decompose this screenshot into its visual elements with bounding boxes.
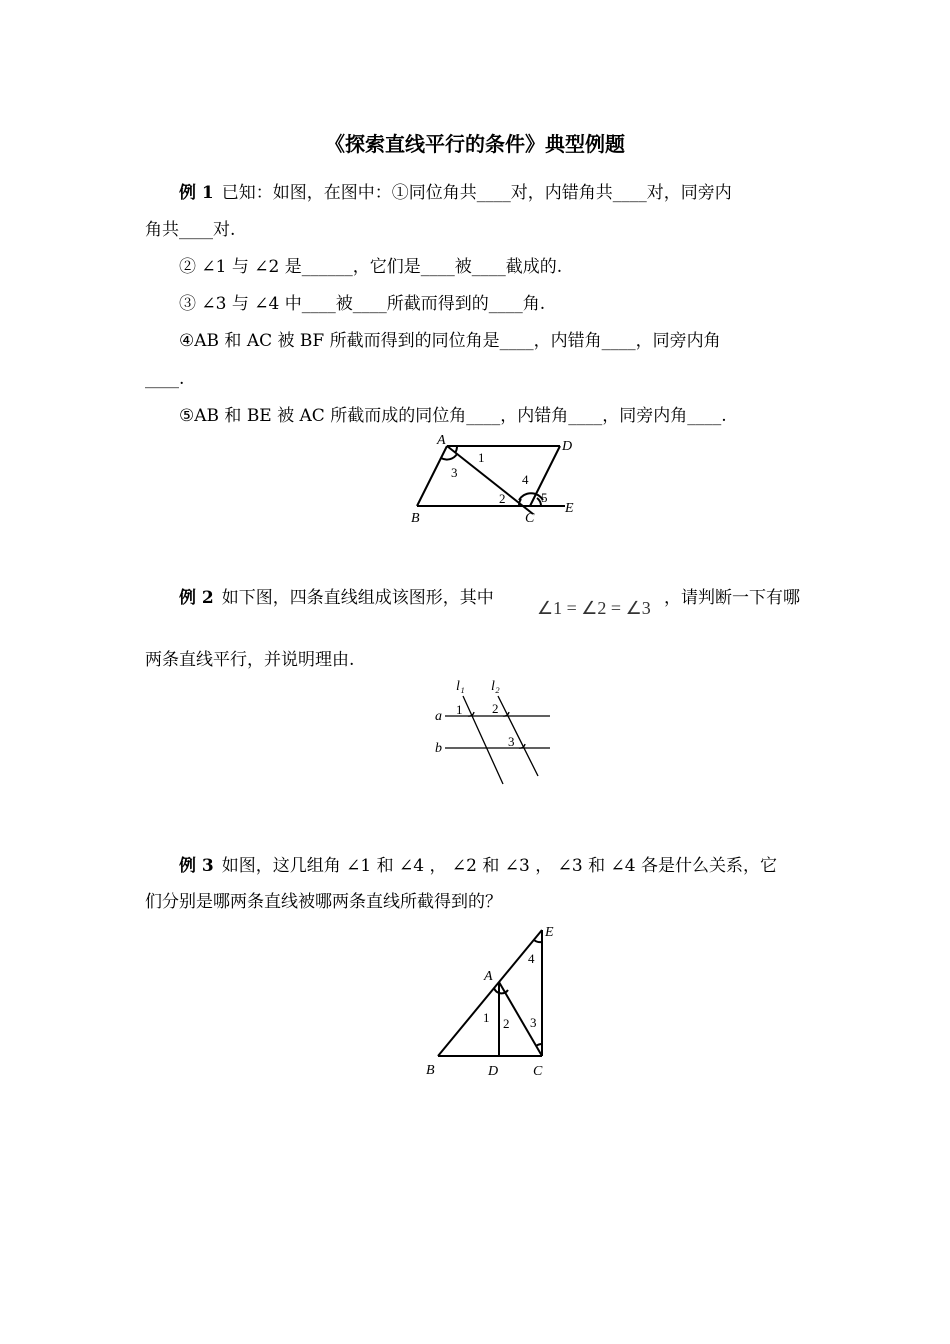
ex3-text1: 如图，这几组角 ∠1 和 ∠4 ， ∠2 和 ∠3 ， ∠3 和 ∠4 各是什么关系，它 bbox=[221, 856, 777, 876]
angle-5: 5 bbox=[541, 490, 548, 505]
line-l1-label: l₁ bbox=[456, 679, 465, 694]
angle-1: 1 bbox=[478, 450, 485, 465]
ex3-label: 例 3 bbox=[179, 856, 214, 876]
line-BE bbox=[438, 930, 542, 1056]
point-E: E bbox=[565, 501, 574, 516]
ex3-line1 bbox=[179, 854, 777, 878]
line-l2 bbox=[498, 696, 538, 776]
ex1-line2: 角共____对. bbox=[145, 220, 236, 240]
line-b-label: b bbox=[435, 741, 442, 756]
point-D: D bbox=[488, 1064, 499, 1079]
ex1-line5: ④AB 和 AC 被 BF 所截而得到的同位角是____，内错角____，同旁内角 bbox=[179, 331, 721, 351]
ex1-line1 bbox=[179, 181, 732, 205]
line-l2-label: l₂ bbox=[491, 679, 500, 694]
arc-A bbox=[494, 988, 508, 993]
angle-4: 4 bbox=[522, 472, 529, 487]
ex2-text1: 如下图，四条直线组成该图形，其中 bbox=[221, 588, 494, 608]
ex1-line6: ____. bbox=[145, 369, 185, 389]
ex2-label: 例 2 bbox=[179, 588, 214, 608]
ex1-figure bbox=[405, 432, 585, 527]
point-B: B bbox=[426, 1063, 435, 1078]
ex3-figure bbox=[420, 918, 570, 1083]
point-A: A bbox=[484, 969, 493, 984]
point-C: C bbox=[525, 511, 535, 526]
point-E: E bbox=[545, 925, 554, 940]
line-AB bbox=[417, 446, 447, 506]
ex1-line4: ③ ∠3 与 ∠4 中____被____所截而得到的____角. bbox=[179, 294, 546, 314]
ex3-line2: 们分别是哪两条直线被哪两条直线所截得到的？ bbox=[145, 892, 502, 912]
ex1-text1: 已知：如图，在图中：①同位角共____对，内错角共____对，同旁内 bbox=[221, 183, 732, 203]
point-A: A bbox=[437, 433, 446, 448]
angle-3: 3 bbox=[451, 465, 458, 480]
ex2-line1 bbox=[179, 586, 494, 610]
ex1-line7: ⑤AB 和 BE 被 AC 所截而成的同位角____，内错角____，同旁内角____. bbox=[179, 406, 727, 426]
angle-2: 2 bbox=[499, 491, 506, 506]
ex1-label: 例 1 bbox=[179, 183, 214, 203]
angle-1: 1 bbox=[456, 702, 463, 717]
ex2-figure bbox=[430, 676, 560, 791]
line-a-label: a bbox=[435, 709, 442, 724]
point-D: D bbox=[562, 439, 573, 454]
ex2-text1b: ，请判断一下有哪 bbox=[664, 588, 800, 608]
angle-2: 2 bbox=[503, 1016, 510, 1031]
angle-1: 1 bbox=[483, 1010, 490, 1025]
angle-3: 3 bbox=[508, 734, 515, 749]
angle-3: 3 bbox=[530, 1015, 537, 1030]
point-C: C bbox=[533, 1064, 543, 1079]
ex2-equation: ∠1 = ∠2 = ∠3 bbox=[537, 598, 651, 618]
ex1-line3: ② ∠1 与 ∠2 是______，它们是____被____截成的. bbox=[179, 257, 563, 277]
ex2-line2: 两条直线平行，并说明理由. bbox=[145, 650, 355, 670]
page-title: 《探索直线平行的条件》典型例题 bbox=[325, 132, 625, 156]
arc-4 bbox=[534, 940, 542, 942]
point-B: B bbox=[411, 511, 420, 526]
arc-1 bbox=[455, 446, 457, 453]
angle-4: 4 bbox=[528, 951, 535, 966]
angle-2: 2 bbox=[492, 701, 499, 716]
